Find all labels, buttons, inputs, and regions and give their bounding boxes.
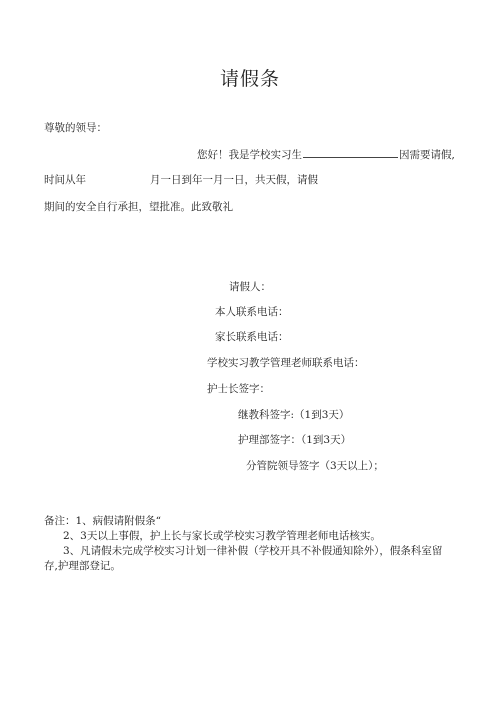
body-line-1-pre: 您好！我是学校实习生 <box>197 149 302 161</box>
body-line-1 <box>197 148 455 162</box>
note-1: 备注：1、病假请附假条“ <box>44 515 162 527</box>
self-phone-label: 本人联系电话： <box>215 306 289 318</box>
body-line-2-a: 时间从年 <box>44 174 86 186</box>
note-3-line-2: 存,护理部登记。 <box>44 560 121 572</box>
note-3-line-1: 3、凡请假未完成学校实习计划一律补假（学校开具不补假通知除外），假条科室留 <box>63 545 443 557</box>
teacher-phone-label: 学校实习教学管理老师联系电话： <box>207 357 365 369</box>
parent-phone-label: 家长联系电话： <box>215 331 289 343</box>
applicant-label: 请假人： <box>229 281 271 293</box>
continuing-education-signature-label: 继教科签字:（1到3天） <box>238 409 350 421</box>
body-line-1-post: 因需要请假, <box>399 149 455 161</box>
note-2: 2、3天以上事假，护上长与家长或学校实习教学管理老师电话核实。 <box>63 530 381 542</box>
hospital-leader-signature-label: 分管院领导签字（3天以上）； <box>246 460 384 472</box>
document-title: 请假条 <box>219 68 280 90</box>
salutation: 尊敬的领导： <box>44 122 107 134</box>
student-name-blank <box>303 148 398 158</box>
body-line-2-b: 月一日到年一月一日，共天假，请假 <box>150 174 318 186</box>
body-line-2 <box>44 174 318 187</box>
body-line-3: 期间的安全自行承担，望批准。此致敬礼 <box>44 201 233 213</box>
head-nurse-signature-label: 护士长签字： <box>207 383 270 395</box>
nursing-dept-signature-label: 护理部签字：（1到3天） <box>238 434 352 446</box>
